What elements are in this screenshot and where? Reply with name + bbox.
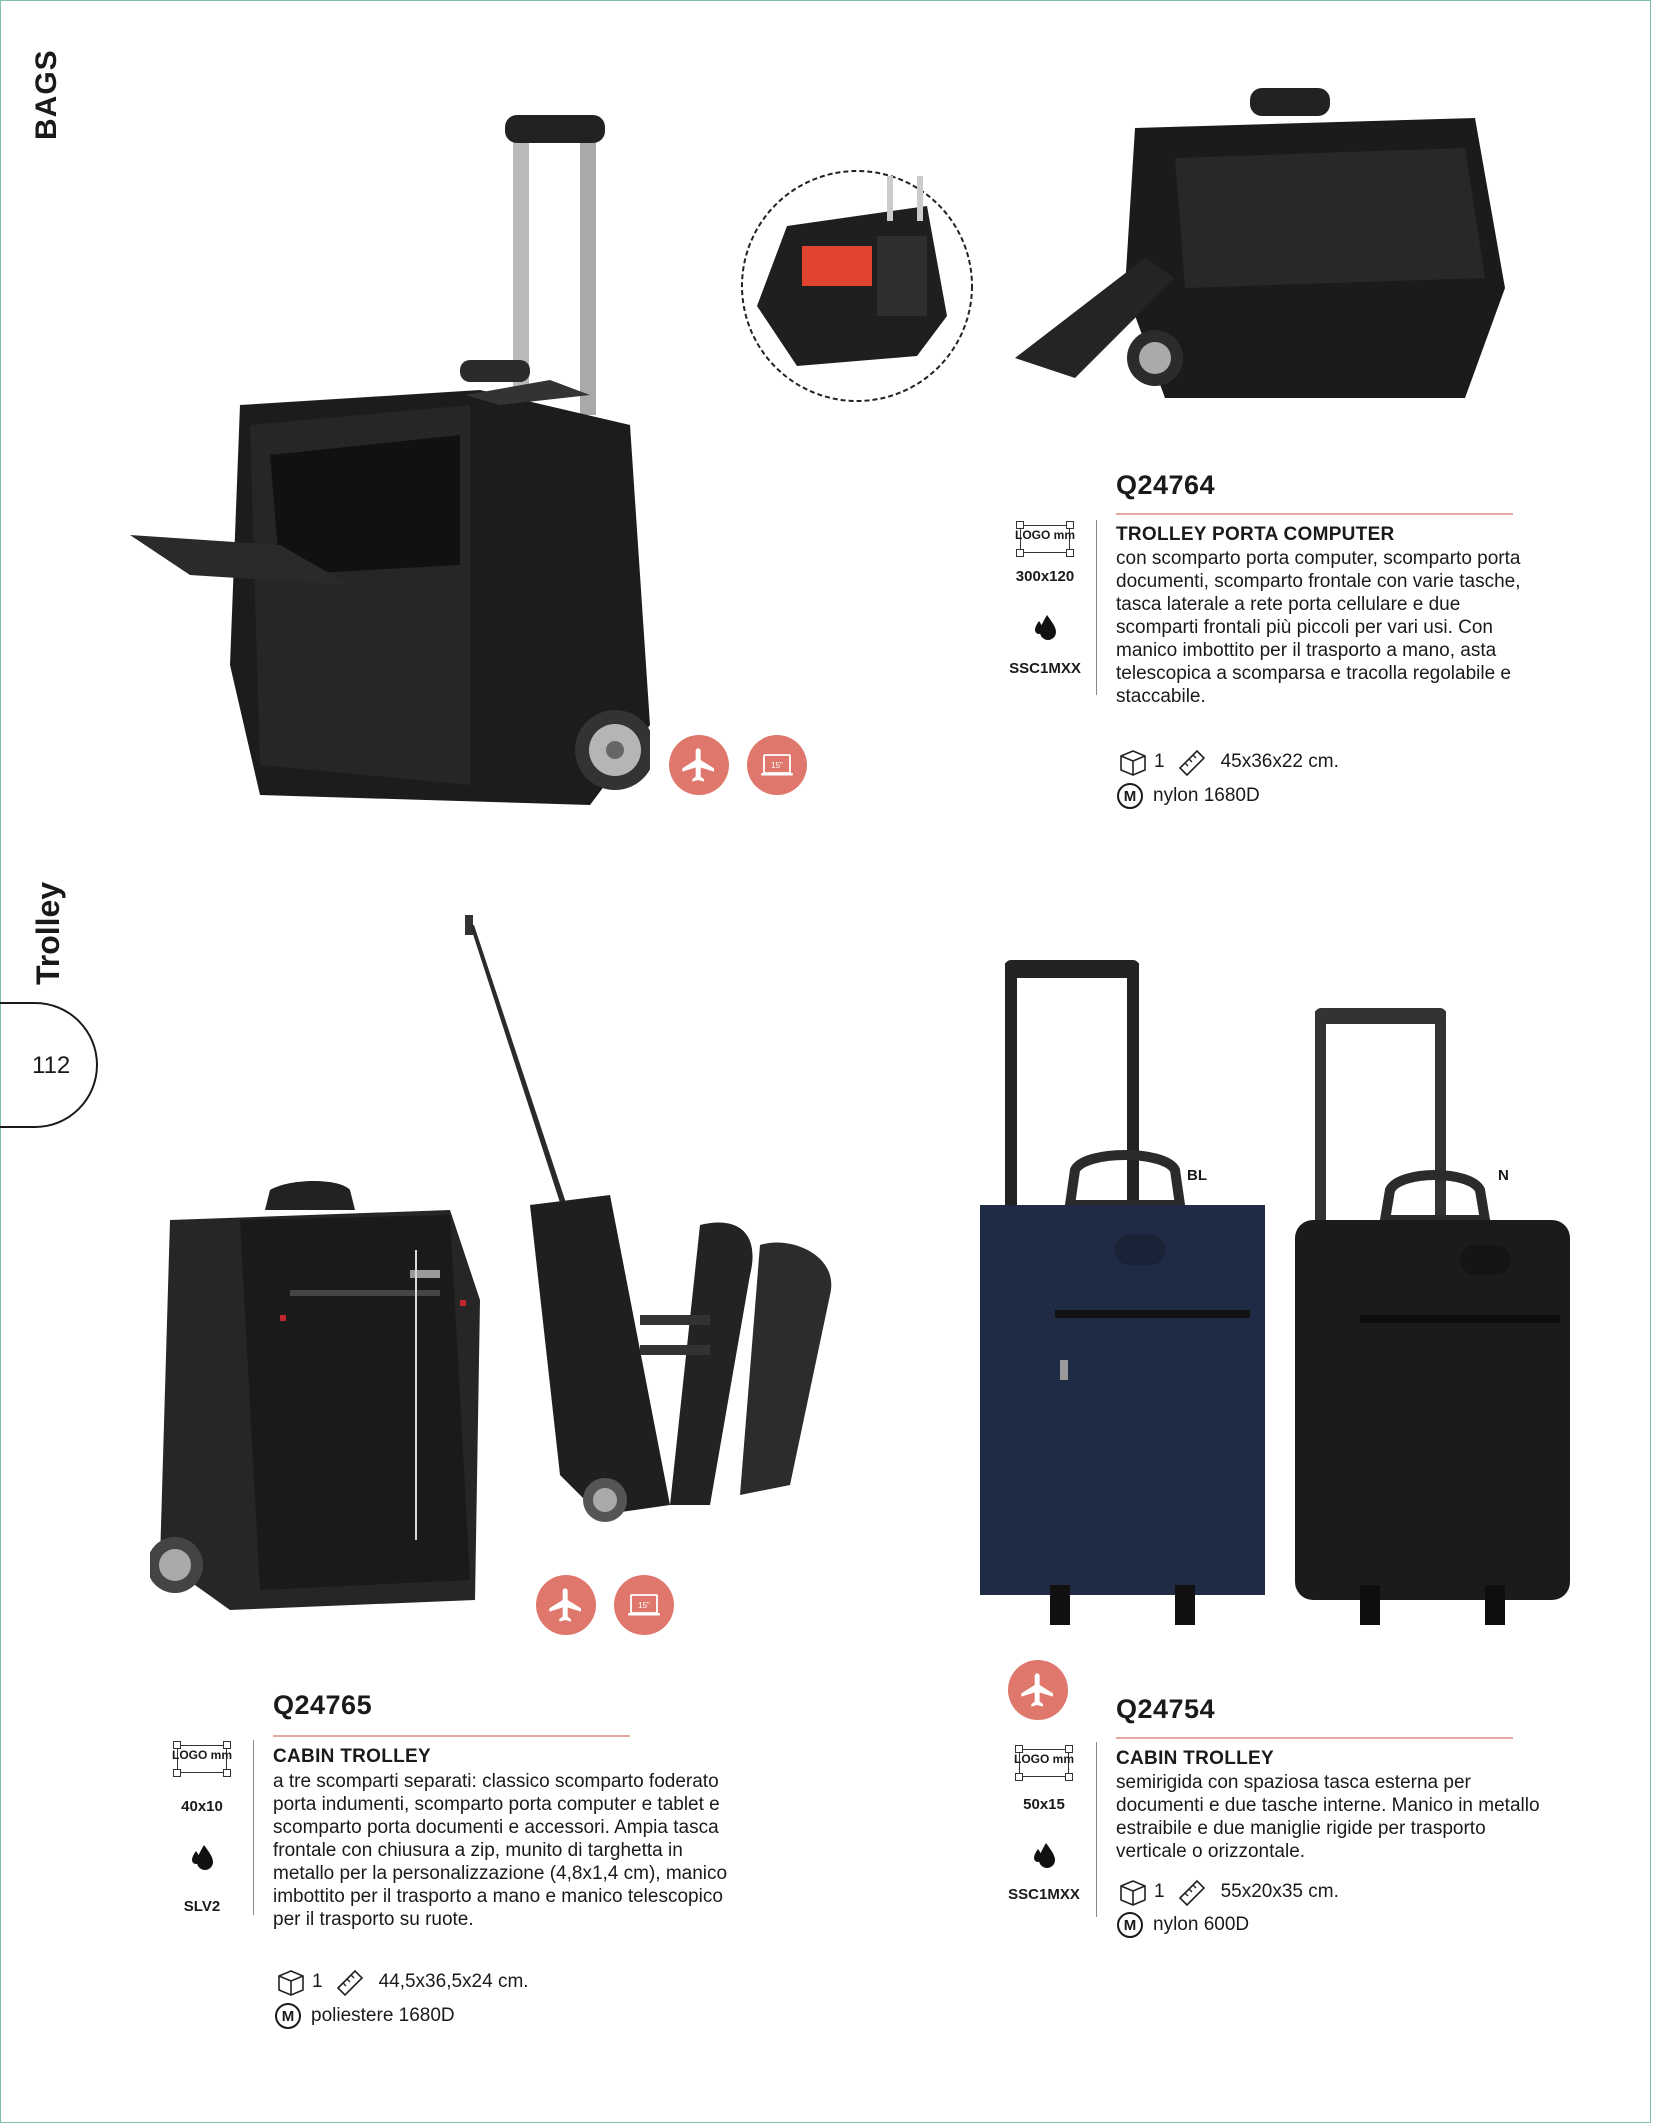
product-photo-q24765-front [150, 1180, 480, 1620]
divider-line [1096, 520, 1097, 695]
color-code-navy: BL [1187, 1167, 1207, 1184]
laptop-size-label: 15" [771, 761, 783, 770]
ruler-icon [1177, 748, 1207, 776]
dimensions: 45x36x22 cm. [1220, 751, 1339, 772]
drop-icon [187, 1842, 217, 1872]
airplane-badge [669, 735, 729, 795]
logo-size: 40x10 [181, 1798, 223, 1815]
logo-area-icon [1015, 520, 1075, 558]
page-number: 112 [32, 1052, 71, 1079]
pack-qty: 1 [1154, 751, 1165, 772]
product-photo-q24754-navy [975, 955, 1270, 1635]
box-icon [276, 1968, 306, 1996]
print-code: SLV2 [183, 1898, 221, 1915]
product-code: Q24754 [1116, 1694, 1216, 1724]
material: nylon 1680D [1153, 785, 1260, 806]
spec-row-material [1117, 783, 1260, 809]
divider-line [1096, 1742, 1097, 1917]
title-rule [273, 1735, 630, 1737]
product-photo-q24764-main [130, 105, 650, 825]
material-icon: M [1117, 1912, 1143, 1938]
logo-label: LOGO mm [1015, 528, 1076, 542]
divider-line [253, 1740, 254, 1915]
drop-icon [1030, 612, 1060, 642]
spec-row-size [1118, 1878, 1339, 1906]
laptop-badge [747, 735, 807, 795]
product-photo-q24764-detail [737, 166, 977, 406]
print-code: SSC1MXX [1008, 1886, 1080, 1903]
logo-size: 300x120 [1015, 568, 1075, 585]
print-code: SSC1MXX [1009, 660, 1081, 677]
product-title: CABIN TROLLEY [1116, 1748, 1275, 1769]
laptop-icon [624, 1585, 664, 1625]
category-label: Trolley [30, 881, 66, 985]
product-title: TROLLEY PORTA COMPUTER [1116, 524, 1395, 545]
product-photo-q24754-black [1290, 1005, 1575, 1635]
product-description: con scomparto porta computer, scomparto porta documenti, scomparto frontale con varie tasche, tasca laterale a rete porta cellulare e due scomparti frontali più piccoli per vari usi. Con manico imbottito per il trasporto a mano, asta telescopica a scomparsa e tracolla regolabile e staccabile. [1116, 548, 1521, 707]
section-label: BAGS [30, 49, 63, 140]
product-code: Q24764 [1116, 470, 1216, 500]
material: nylon 600D [1153, 1914, 1250, 1935]
logo-area-icon [172, 1740, 232, 1778]
logo-label: LOGO mm [1014, 1752, 1075, 1766]
box-icon [1118, 748, 1148, 776]
drop-icon [1029, 1840, 1059, 1870]
laptop-icon [757, 745, 797, 785]
spec-row-size [1118, 748, 1339, 776]
logo-size: 50x15 [1023, 1796, 1065, 1813]
product-photo-q24765-open [460, 915, 850, 1525]
pack-qty: 1 [1154, 1881, 1165, 1902]
airplane-badge [1008, 1660, 1068, 1720]
dimensions: 44,5x36,5x24 cm. [378, 1971, 529, 1992]
title-rule [1116, 513, 1513, 515]
airplane-icon [679, 745, 719, 785]
spec-row-size [276, 1968, 529, 1996]
dimensions: 55x20x35 cm. [1220, 1881, 1339, 1902]
ruler-icon [335, 1968, 365, 1996]
laptop-badge [614, 1575, 674, 1635]
airplane-badge [536, 1575, 596, 1635]
product-code: Q24765 [273, 1690, 373, 1720]
ruler-icon [1177, 1878, 1207, 1906]
laptop-size-label: 15" [638, 1601, 650, 1610]
airplane-icon [546, 1585, 586, 1625]
product-description: semirigida con spaziosa tasca esterna per documenti e due tasche interne. Manico in metallo estraibile e due maniglie rigide per trasporto verticale o orizzontale. [1116, 1772, 1540, 1862]
spec-row-material [1117, 1912, 1249, 1938]
color-code-black: N [1498, 1167, 1509, 1184]
material-icon: M [1117, 783, 1143, 809]
airplane-icon [1018, 1670, 1058, 1710]
product-photo-q24764-side [1015, 88, 1505, 418]
spec-row-material [275, 2003, 455, 2029]
title-rule [1116, 1737, 1513, 1739]
product-description: a tre scomparti separati: classico scomparto foderato porta indumenti, scomparto porta computer e tablet e scomparto porta documenti e accessori. Ampia tasca frontale con chiusura a zip, munito di targhetta in metallo per la personalizzazione (4,8x1,4 cm), manico imbottito per il trasporto a mano e manico telescopico per il trasporto su ruote. [273, 1771, 728, 1930]
logo-label: LOGO mm [172, 1748, 233, 1762]
product-title: CABIN TROLLEY [273, 1746, 432, 1767]
box-icon [1118, 1878, 1148, 1906]
pack-qty: 1 [312, 1971, 323, 1992]
material-icon: M [275, 2003, 301, 2029]
material: poliestere 1680D [311, 2005, 455, 2026]
logo-area-icon [1014, 1744, 1074, 1782]
